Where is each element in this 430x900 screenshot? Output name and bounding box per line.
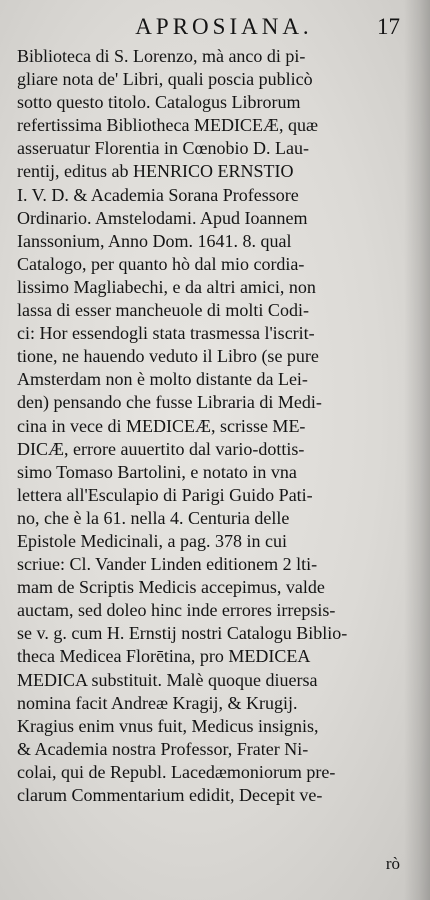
text-line: den) pensando che fusse Libraria di Medi- [17, 392, 322, 413]
text-line: Kragius enim vnus fuit, Medicus insignis, [17, 715, 319, 736]
text-line: rentij, editus ab HENRICO ERNSTIO [17, 161, 294, 182]
running-title: APROSIANA. [135, 14, 313, 39]
text-line: Ianssonium, Anno Dom. 1641. 8. qual [17, 230, 292, 251]
text-line: MEDICA substituit. Malè quoque diuersa [17, 669, 318, 690]
text-line: cina in vece di MEDICEÆ, scrisse ME- [17, 415, 306, 436]
text-line: Catalogo, per quanto hò dal mio cordia- [17, 253, 305, 274]
text-line: refertissima Bibliotheca MEDICEÆ, quæ [17, 115, 318, 136]
text-line: lettera all'Esculapio di Parigi Guido Pati- [17, 484, 313, 505]
text-line: colai, qui de Republ. Lacedæmoniorum pre- [17, 761, 336, 782]
text-line: Epistole Medicinali, a pag. 378 in cui [17, 530, 287, 551]
text-line: lissimo Magliabechi, e da altri amici, non [17, 276, 316, 297]
text-line: lassa di esser mancheuole di molti Codi- [17, 300, 309, 321]
text-line: sotto questo titolo. Catalogus Librorum [17, 92, 301, 113]
text-line: Ordinario. Amstelodami. Apud Ioannem [17, 207, 308, 228]
text-line: & Academia nostra Professor, Frater Ni- [17, 738, 309, 759]
running-head [18, 12, 408, 42]
text-line: nomina facit Andreæ Kragij, & Krugij. [17, 692, 298, 713]
text-line: no, che è la 61. nella 4. Centuria delle [17, 507, 290, 528]
catchword: rò [385, 854, 400, 873]
text-line: asseruatur Florentia in Cœnobio D. Lau- [17, 138, 309, 159]
text-line: mam de Scriptis Medicis accepimus, valde [17, 577, 325, 598]
text-line: Biblioteca di S. Lorenzo, mà anco di pi- [17, 46, 306, 66]
text-line: simo Tomaso Bartolini, e notato in vna [17, 461, 297, 482]
text-line: se v. g. cum H. Ernstij nostri Catalogu Biblio- [17, 623, 348, 644]
page-number: 17 [377, 14, 400, 39]
text-line: clarum Commentarium edidit, Decepit ve- [17, 785, 323, 805]
text-line: Amsterdam non è molto distante da Lei- [17, 369, 308, 390]
text-line: I. V. D. & Academia Sorana Professore [17, 184, 299, 205]
text-line: scriue: Cl. Vander Linden editionem 2 lti- [17, 554, 318, 575]
body-text [17, 45, 418, 807]
text-line: auctam, sed doleo hinc inde errores irrepsis- [17, 600, 336, 621]
text-line: tione, ne hauendo veduto il Libro (se pure [17, 346, 319, 367]
text-line: gliare nota de' Libri, quali poscia publicò [17, 69, 313, 90]
text-line: theca Medicea Florētina, pro MEDICEA [17, 646, 311, 667]
text-line: ci: Hor essendogli stata trasmessa l'iscrit- [17, 323, 315, 344]
text-line: DICÆ, errore auuertito dal vario-dottis- [17, 438, 305, 459]
